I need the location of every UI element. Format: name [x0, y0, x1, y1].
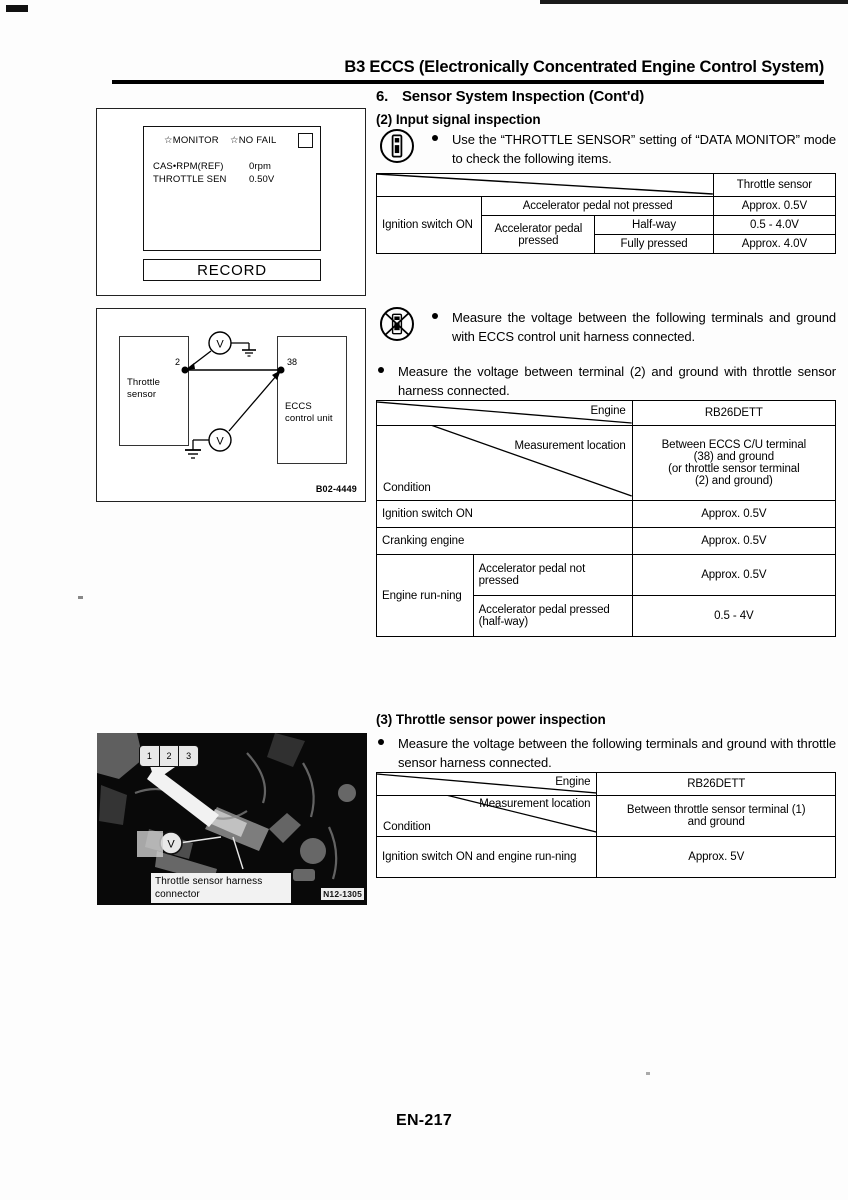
- scan-artifact-left: [78, 596, 83, 599]
- table-header-row-measurement: [377, 796, 836, 837]
- subsection-heading-3: (3) Throttle sensor power inspection: [376, 712, 606, 727]
- svg-text:V: V: [216, 435, 224, 448]
- figure-id: N12-1305: [323, 889, 362, 899]
- cell-measurement-location: [632, 426, 835, 501]
- scan-artifact-right: [646, 1072, 650, 1075]
- page-title: B3 ECCS (Electronically Concentrated Engine Control System): [344, 58, 824, 76]
- readout-label: THROTTLE SEN: [153, 174, 227, 185]
- figure-circuit-diagram: [96, 308, 366, 502]
- table-eccs-voltage-spec: [376, 400, 836, 637]
- terminal-number-2: 2: [175, 357, 181, 367]
- header-label-condition: Condition: [383, 482, 431, 494]
- measurement-line: (or throttle sensor terminal: [668, 463, 800, 475]
- cell-value-2: Approx. 4.0V: [713, 235, 835, 254]
- pin-3: 3: [186, 751, 192, 761]
- table-throttle-power-spec: [376, 772, 836, 878]
- diagonal-divider-icon: [377, 174, 713, 196]
- no-consult-tester-icon: [380, 307, 414, 341]
- measurement-line: and ground: [687, 816, 745, 828]
- diagonal-header-cell-measurement: [377, 796, 597, 837]
- cell-condition-ignition-on: Ignition switch ON: [377, 501, 633, 528]
- measurement-line: Between throttle sensor terminal (1): [626, 804, 806, 816]
- bullet-icon: [432, 313, 438, 319]
- svg-text:V: V: [216, 338, 224, 351]
- pin-1: 1: [140, 746, 160, 766]
- section-heading-text: Sensor System Inspection (Cont'd): [402, 88, 644, 105]
- table-header-row-engine: [377, 401, 836, 426]
- table-row: [377, 501, 836, 528]
- cell-accel-not-pressed: Accelerator pedal not pressed: [482, 197, 713, 216]
- cell-engine-model: RB26DETT: [632, 401, 835, 426]
- instruction-measure-eccs: [432, 308, 836, 346]
- cell-engine-model: RB26DETT: [597, 773, 836, 796]
- readout-label: CAS•RPM(REF): [153, 161, 224, 172]
- table-header-row-engine: [377, 773, 836, 796]
- section-heading: [376, 88, 836, 105]
- figure-data-monitor-screen: [96, 108, 366, 296]
- eccs-control-unit-label-text: ECCS control unit: [285, 401, 333, 424]
- measurement-line: (2) and ground): [694, 475, 773, 487]
- registration-bar-top: [540, 0, 848, 4]
- header-rule: [112, 80, 824, 84]
- figure-id: B02-4449: [315, 484, 357, 494]
- cell-value-cranking: Approx. 0.5V: [632, 528, 835, 555]
- instruction-data-monitor: [432, 130, 836, 168]
- header-label-condition: Condition: [383, 821, 431, 833]
- monitor-checkbox[interactable]: [298, 133, 313, 148]
- cell-value-accel-not-pressed: Approx. 0.5V: [632, 555, 835, 596]
- section-number: 6.: [376, 88, 389, 105]
- condition-ignition-switch-on: Ignition switch ON: [377, 197, 482, 254]
- monitor-label: ☆MONITOR: [164, 135, 219, 146]
- cell-condition-ignition-engine-running: Ignition switch ON and engine run-ning: [377, 837, 597, 878]
- record-button[interactable]: RECORD: [143, 259, 321, 281]
- connector-pin-diagram: [139, 745, 199, 767]
- measurement-line: (38) and ground: [693, 451, 775, 463]
- table-header-row: [377, 174, 836, 197]
- instruction-text: Measure the voltage between the following terminals and ground with throttle sensor harness connected.: [398, 736, 836, 770]
- circuit-wiring-icon: [97, 309, 367, 503]
- page-number: EN-217: [395, 1112, 453, 1129]
- table-row: [377, 197, 836, 216]
- table-row: [377, 555, 836, 596]
- cell-condition-engine-running: Engine run-ning: [377, 555, 474, 637]
- figure-photo-throttle-connector: [97, 733, 367, 905]
- measurement-line: Between ECCS C/U terminal: [661, 439, 807, 451]
- instruction-text: Measure the voltage between the following terminals and ground with ECCS control unit harness connected.: [452, 310, 836, 344]
- diagonal-header-cell-engine: [377, 401, 633, 426]
- no-fail-label: ☆NO FAIL: [230, 135, 277, 146]
- cell-value-approx-5v: Approx. 5V: [597, 837, 836, 878]
- cell-measurement-location: [597, 796, 836, 837]
- readout-value: 0.50V: [249, 174, 275, 185]
- readout-value: 0rpm: [249, 161, 272, 172]
- diagonal-header-cell-measurement: [377, 426, 633, 501]
- table-row: [377, 528, 836, 555]
- instruction-throttle-power: [378, 734, 836, 772]
- bullet-icon: [432, 135, 438, 141]
- column-header-throttle-sensor: Throttle sensor: [713, 174, 835, 197]
- photo-callout-label: Throttle sensor harness connector: [151, 873, 291, 903]
- cell-value-0: Approx. 0.5V: [713, 197, 835, 216]
- monitor-screen: [143, 126, 321, 251]
- cell-value-1: 0.5 - 4.0V: [713, 216, 835, 235]
- header-label-engine: Engine: [590, 405, 626, 417]
- bullet-icon: [378, 367, 384, 373]
- registration-mark-top-left: [6, 5, 28, 12]
- pin-2: 2: [160, 746, 180, 766]
- bullet-icon: [378, 739, 384, 745]
- cell-value-ignition-on: Approx. 0.5V: [632, 501, 835, 528]
- header-label-measurement-location: Measurement location: [479, 798, 591, 810]
- cell-accel-pressed-halfway: Accelerator pedal pressed (half-way): [473, 596, 632, 637]
- table-input-signal-spec: [376, 173, 836, 254]
- instruction-measure-terminal2: [378, 362, 836, 400]
- document-header: [112, 58, 824, 84]
- table-header-row-measurement: [377, 426, 836, 501]
- throttle-sensor-label-text: Throttle sensor: [127, 377, 161, 400]
- diagonal-header-cell: [377, 174, 714, 197]
- instruction-text: Measure the voltage between terminal (2) and ground with throttle sensor harness connected.: [398, 364, 836, 398]
- header-label-engine: Engine: [555, 776, 591, 788]
- cell-value-accel-pressed-halfway: 0.5 - 4V: [632, 596, 835, 637]
- monitor-readout-list: [153, 160, 313, 186]
- svg-text:V: V: [167, 838, 175, 851]
- cell-condition-cranking: Cranking engine: [377, 528, 633, 555]
- terminal-number-38: 38: [287, 357, 298, 367]
- instruction-text: Use the “THROTTLE SENSOR” setting of “DATA MONITOR” mode to check the following items.: [452, 132, 836, 166]
- cell-accel-pressed: Accelerator pedal pressed: [482, 216, 595, 254]
- cell-half-way: Half-way: [595, 216, 714, 235]
- list-item: [153, 173, 313, 186]
- cell-accel-not-pressed: Accelerator pedal not pressed: [473, 555, 632, 596]
- header-label-measurement-location: Measurement location: [514, 440, 626, 452]
- consult-tester-icon: [380, 129, 414, 163]
- cell-fully-pressed: Fully pressed: [595, 235, 714, 254]
- table-row: [377, 837, 836, 878]
- list-item: [153, 160, 313, 173]
- subsection-heading-2: (2) Input signal inspection: [376, 112, 541, 127]
- diagonal-header-cell-engine: [377, 773, 597, 796]
